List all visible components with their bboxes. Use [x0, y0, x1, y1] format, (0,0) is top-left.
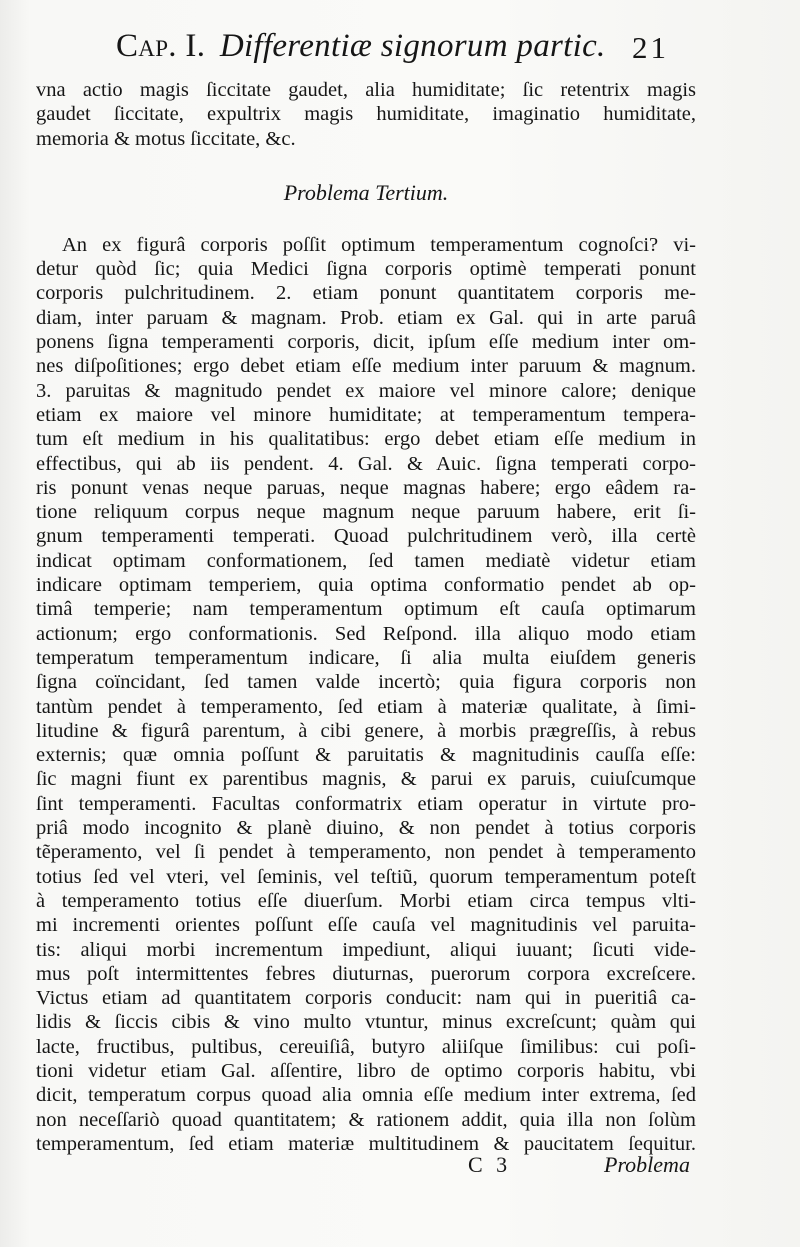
text-line: nes diſpoſitiones; ergo debet etiam eſſe medium inter paruum & magnum.: [36, 355, 696, 378]
text-line: gaudet ſiccitate, expultrix magis humiditate, imaginatio humiditate,: [36, 103, 696, 126]
text-line: detur quòd ſic; quia Medici ſigna corporis optimè temperati ponunt: [36, 258, 696, 281]
text-line: indicat optimam conformationem, ſed tamen mediatè videtur etiam: [36, 549, 696, 572]
text-line: non neceſſariò quoad quantitatem; & rationem addit, quia illa non ſolùm: [36, 1108, 696, 1131]
text-line: ſigna coïncidant, ſed tamen valde incertò; quia figura corporis non: [36, 671, 696, 694]
text-block: [36, 78, 696, 1156]
text-line: gnum temperamenti temperati. Quoad pulchritudinem verò, illa certè: [36, 525, 696, 548]
text-line: 3. paruitas & magnitudo pendet ex maiore vel minore calore; denique: [36, 379, 696, 402]
text-line: ſic magni fiunt ex parentibus magnis, & parui ex paruis, cuiuſcumque: [36, 768, 696, 791]
text-line: An ex figurâ corporis poſſit optimum temperamentum cognoſci? vi-: [62, 233, 696, 256]
page-footer: [0, 1152, 800, 1182]
text-line: tis: aliqui morbi incrementum impediunt, aliqui iuuant; ſicuti vide-: [36, 938, 696, 961]
text-line: tẽperamento, vel ſi pendet à temperamento, non pendet à temperamento: [36, 841, 696, 864]
text-line: mus poſt intermittentes febres diuturnas, puerorum corpora excreſcere.: [36, 962, 696, 985]
text-line: tantùm pendet à temperamento, ſed etiam à materiæ qualitate, à ſimi-: [36, 695, 696, 718]
text-line: indicare optimam temperiem, quia optima conformatio pendet ab op-: [36, 574, 696, 597]
text-line: corporis pulchritudinem. 2. etiam ponunt quantitatem corporis me-: [36, 282, 696, 305]
running-head: [116, 28, 606, 65]
text-line: lacte, fructibus, pultibus, cereuiſiâ, butyro aliiſque ſimilibus: cui poſi-: [36, 1035, 696, 1058]
text-line: etiam ex maiore vel minore humiditate; at temperamentum tempera-: [36, 403, 696, 426]
text-line: temperatum temperamentum indicare, ſi alia multa eiuſdem generis: [36, 646, 696, 669]
text-line: externis; quæ omnia poſſunt & paruitatis & magnitudinis cauſſa eſſe:: [36, 744, 696, 767]
text-line: priâ modo incognito & planè diuino, & non pendet à totius corporis: [36, 817, 696, 840]
chapter-label: Cap. I.: [116, 28, 206, 64]
text-line: tum eſt medium in his qualitatibus: ergo debet etiam eſſe medium in: [36, 428, 696, 451]
running-title: Differentiæ signorum partic.: [219, 28, 606, 64]
text-line: timâ temperie; nam temperamentum optimum eſt cauſa optimarum: [36, 598, 696, 621]
text-line: litudine & figurâ parentum, à cibi genere, à morbis prægreſſis, à rebus: [36, 719, 696, 742]
text-line: ſint temperamenti. Facultas conformatrix etiam operatur in virtute pro-: [36, 792, 696, 815]
text-line: lidis & ſiccis cibis & vino multo vtuntur, minus excreſcunt; quàm qui: [36, 1011, 696, 1034]
text-line: à temperamento totius eſſe diuerſum. Morbi etiam circa tempus vlti-: [36, 889, 696, 912]
text-line: ponens ſigna temperamenti corporis, dicit, ipſum eſſe medium inter om-: [36, 331, 696, 354]
text-line: totius ſed vel vteri, vel ſeminis, vel teſtiũ, quorum temperamentum poteſt: [36, 865, 696, 888]
text-line: temperamentum, ſed etiam materiæ multitudinem & paucitatem ſequitur.: [36, 1132, 696, 1155]
body-paragraph: [36, 233, 696, 1156]
text-line: tione reliquum corpus neque magnum neque paruum habere, erit ſi-: [36, 501, 696, 524]
text-line: vna actio magis ſiccitate gaudet, alia humiditate; ſic retentrix magis: [36, 79, 696, 101]
section-heading: Problema Tertium.: [283, 179, 449, 205]
text-line: ris ponunt venas neque paruas, neque magnas habere; ergo eâdem ra-: [36, 476, 696, 499]
signature-mark: C 3: [468, 1152, 512, 1177]
text-line: tioni videtur etiam Gal. aſſentire, libro de optimo corporis habitu, vbi: [36, 1059, 696, 1082]
page-number: 21: [632, 30, 669, 65]
text-line: memoria & motus ſiccitate, &c.: [36, 127, 296, 150]
text-line: mi incrementi orientes poſſunt eſſe cauſa vel magnitudinis vel paruita-: [36, 914, 696, 937]
text-line: dicit, temperatum corpus quoad alia omnia eſſe medium inter extrema, ſed: [36, 1084, 696, 1107]
text-line: actionum; ergo conformationis. Sed Reſpond. illa aliquo modo etiam: [36, 622, 696, 645]
intro-paragraph: [36, 78, 696, 151]
page-header: [0, 28, 800, 72]
text-line: effectibus, qui ab iis pendent. 4. Gal. & Auic. ſigna temperati corpo-: [36, 452, 696, 475]
text-line: diam, inter paruam & magnam. Prob. etiam ex Gal. qui in arte paruâ: [36, 306, 696, 329]
catchword: Problema: [604, 1152, 690, 1177]
text-line: Victus etiam ad quantitatem corporis conducit: nam qui in pueritiâ ca-: [36, 987, 696, 1010]
